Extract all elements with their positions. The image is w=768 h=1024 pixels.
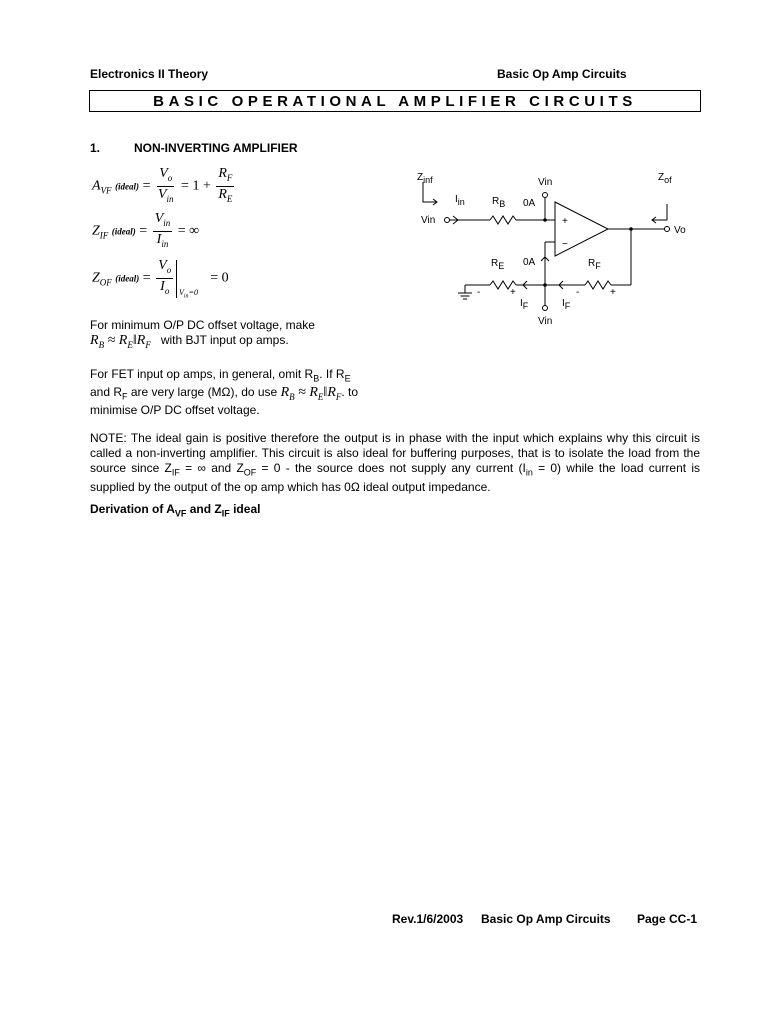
rf-resistor <box>585 281 611 289</box>
zinf-arrow <box>423 182 437 202</box>
circuit-diagram <box>405 160 705 335</box>
footer-rev: Rev.1/6/2003 <box>392 912 464 926</box>
zinf-label: Zinf <box>417 172 433 185</box>
equation-avf: $A_{VF}$ (ideal) = $\frac{V_o}{V_{in}}$ = 1 + $\frac{R_F}{R_E}$ <box>92 166 236 207</box>
if-label-left: IF <box>520 298 529 311</box>
derivation-heading: Derivation of $A_{VF}$ and $Z_{IF}$ ideal <box>90 502 261 519</box>
header-right: Basic Op Amp Circuits <box>497 67 627 81</box>
vin-input-terminal <box>445 218 450 223</box>
footer-page: Page CC-1 <box>637 912 698 926</box>
page-title <box>89 90 701 112</box>
oa-mid-label: 0A <box>523 257 536 268</box>
vin-top-terminal <box>543 193 548 198</box>
zof-fraction: $\frac{V_o}{I_o}$ <box>158 258 172 296</box>
fet-text-2: and $R_F$ are very large (MΩ), do use $R_B$ ≈ $R_E‖R_F$. to <box>90 385 359 402</box>
section-number: 1. <box>90 141 101 155</box>
zof-arrow <box>652 204 667 220</box>
rb-resistor <box>490 216 516 224</box>
zof-condition: $V_{in}=0$ <box>179 288 198 300</box>
evaluation-bar <box>176 260 177 298</box>
section-title: NON-INVERTING AMPLIFIER <box>134 141 298 155</box>
minus-input: − <box>562 239 568 250</box>
equation-zif: $Z_{IF}$ (ideal) = $\frac{V_{in}}{I_{in}}$ = ∞ <box>92 211 199 252</box>
footer-title: Basic Op Amp Circuits <box>481 912 611 926</box>
zif-fraction: $\frac{V_{in}}{I_{in}}$ <box>154 211 171 249</box>
header-left: Electronics II Theory <box>90 67 209 81</box>
if-label-right: IF <box>562 298 571 311</box>
re-minus-sign: - <box>477 287 481 298</box>
note-paragraph: NOTE: The ideal gain is positive therefore the output is in phase with the input which explains why this circuit is called a non-inverting amplifier. This circuit is also ideal for buffering purposes, that is to isolate the load from the source since $Z_{IF}$ = ∞ and $Z_{OF} = 0$ - the source does not supply any current $(I_{in} = 0)$ while the load current is supplied by the output of the op amp which has 0Ω ideal output impedance. <box>90 431 701 495</box>
avf-fraction: $\frac{V_o}{V_{in}}$ <box>157 166 174 204</box>
oa-top-label: 0A <box>523 198 536 209</box>
vo-output-terminal <box>665 227 670 232</box>
vin-bottom-terminal <box>543 306 548 311</box>
rf-minus-sign: - <box>576 287 580 298</box>
equation-zof: $Z_{OF}$ (ideal) = $\frac{V_o}{I_o}$ = 0 <box>92 258 229 299</box>
rf-re-fraction: $\frac{R_F}{R_E}$ <box>218 166 233 204</box>
vin-top-label: Vin <box>538 177 553 188</box>
vin-bottom-label: Vin <box>538 316 553 327</box>
rf-plus-sign: + <box>610 287 616 298</box>
iin-label: Iin <box>455 194 465 207</box>
offset-text-1: For minimum O/P DC offset voltage, make <box>90 318 315 332</box>
page-title-text: BASIC OPERATIONAL AMPLIFIER CIRCUITS <box>153 92 637 110</box>
section-heading <box>90 141 298 155</box>
vo-label: Vo <box>674 225 686 236</box>
vin-left-label: Vin <box>421 215 436 226</box>
zof-label: Zof <box>658 172 672 185</box>
fet-text-3: minimise O/P DC offset voltage. <box>90 403 260 417</box>
offset-formula-line: $R_B$ ≈ $R_E‖R_F$ with BJT input op amps. <box>90 333 289 350</box>
rf-label: RF <box>588 258 601 271</box>
rb-label: RB <box>492 196 506 209</box>
re-plus-sign: + <box>510 287 516 298</box>
fet-text-1: For FET input op amps, in general, omit $R_B$. If $R_E$ <box>90 367 351 384</box>
re-label: RE <box>491 258 505 271</box>
plus-input: + <box>562 216 568 227</box>
